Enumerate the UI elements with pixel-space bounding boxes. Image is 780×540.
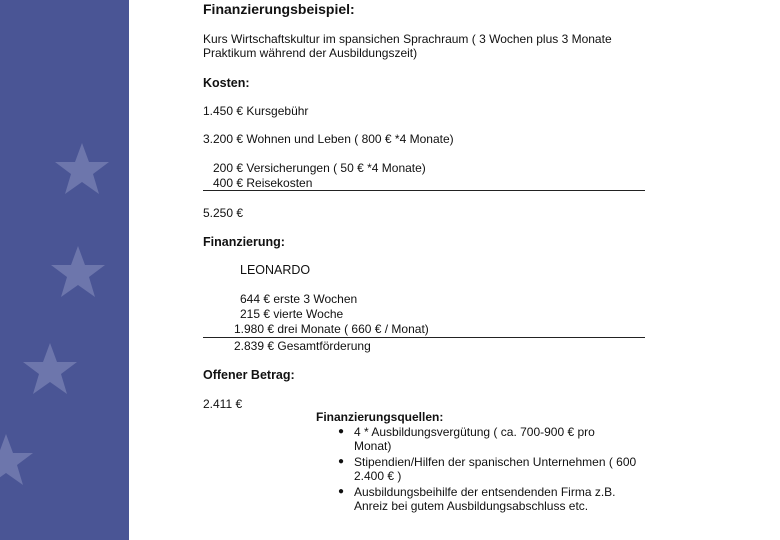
bullet-icon: ● (338, 456, 345, 467)
bullet-icon: ● (338, 486, 345, 497)
open-amount-value: 2.411 € (203, 397, 243, 411)
funding-three-months: 1.980 € drei Monate ( 660 € / Monat) (234, 322, 429, 336)
bullet-icon: ● (338, 426, 345, 437)
sources-heading: Finanzierungsquellen: (316, 410, 444, 424)
funding-total: 2.839 € Gesamtförderung (234, 339, 371, 353)
cost-course: 1.450 € Kursgebühr (203, 104, 309, 118)
financing-heading: Finanzierung: (203, 235, 285, 249)
cost-total: 5.250 € (203, 206, 244, 220)
funding-fourth-week: 215 € vierte Woche (240, 307, 344, 321)
intro-line-2: Praktikum während der Ausbildungszeit) (203, 46, 418, 60)
open-amount-heading: Offener Betrag: (203, 368, 295, 382)
financing-sum-rule (203, 337, 645, 338)
financing-document: Finanzierungsbeispiel: Kurs Wirtschaftskultur im spansichen Sprachraum ( 3 Wochen plus 3 Monate Praktikum während der Ausbildungszeit) Kosten: 1.450 € Kursgebühr 3.200 € Wohnen und Leben ( 800 € *4 Monate) 200 € Versicherungen ( 50 € *4 Monate) 400 € Reisekosten 5.250 € Finanzierung: LEONARDO 644 € erste 3 Wochen 215 € vierte Woche 1.980 € drei Monate ( 660 € / Monat) 2.839 € Gesamtförderung Offener Betrag: 2.411 € Finanzierungsquellen: ● 4 * Ausbildungsvergütung ( ca. 700-900 € pro Monat) ● Stipendien/Hilfen der spanischen Unternehmen ( 600 2.400 € ) ● Ausbildungsbeihilfe der entsendenden Firma z.B. Anreiz bei gutem Ausbildungsabschluss etc. (0, 0, 780, 540)
cost-travel: 400 € Reisekosten (213, 176, 313, 190)
cost-insurance: 200 € Versicherungen ( 50 € *4 Monate) (213, 161, 426, 175)
cost-living: 3.200 € Wohnen und Leben ( 800 € *4 Monate) (203, 132, 454, 146)
intro-line-1: Kurs Wirtschaftskultur im spansichen Sprachraum ( 3 Wochen plus 3 Monate (203, 32, 612, 46)
costs-sum-rule (203, 190, 645, 191)
funding-first-weeks: 644 € erste 3 Wochen (240, 292, 358, 306)
page-title: Finanzierungsbeispiel: (203, 1, 355, 17)
program-name: LEONARDO (240, 263, 311, 277)
costs-heading: Kosten: (203, 76, 250, 90)
